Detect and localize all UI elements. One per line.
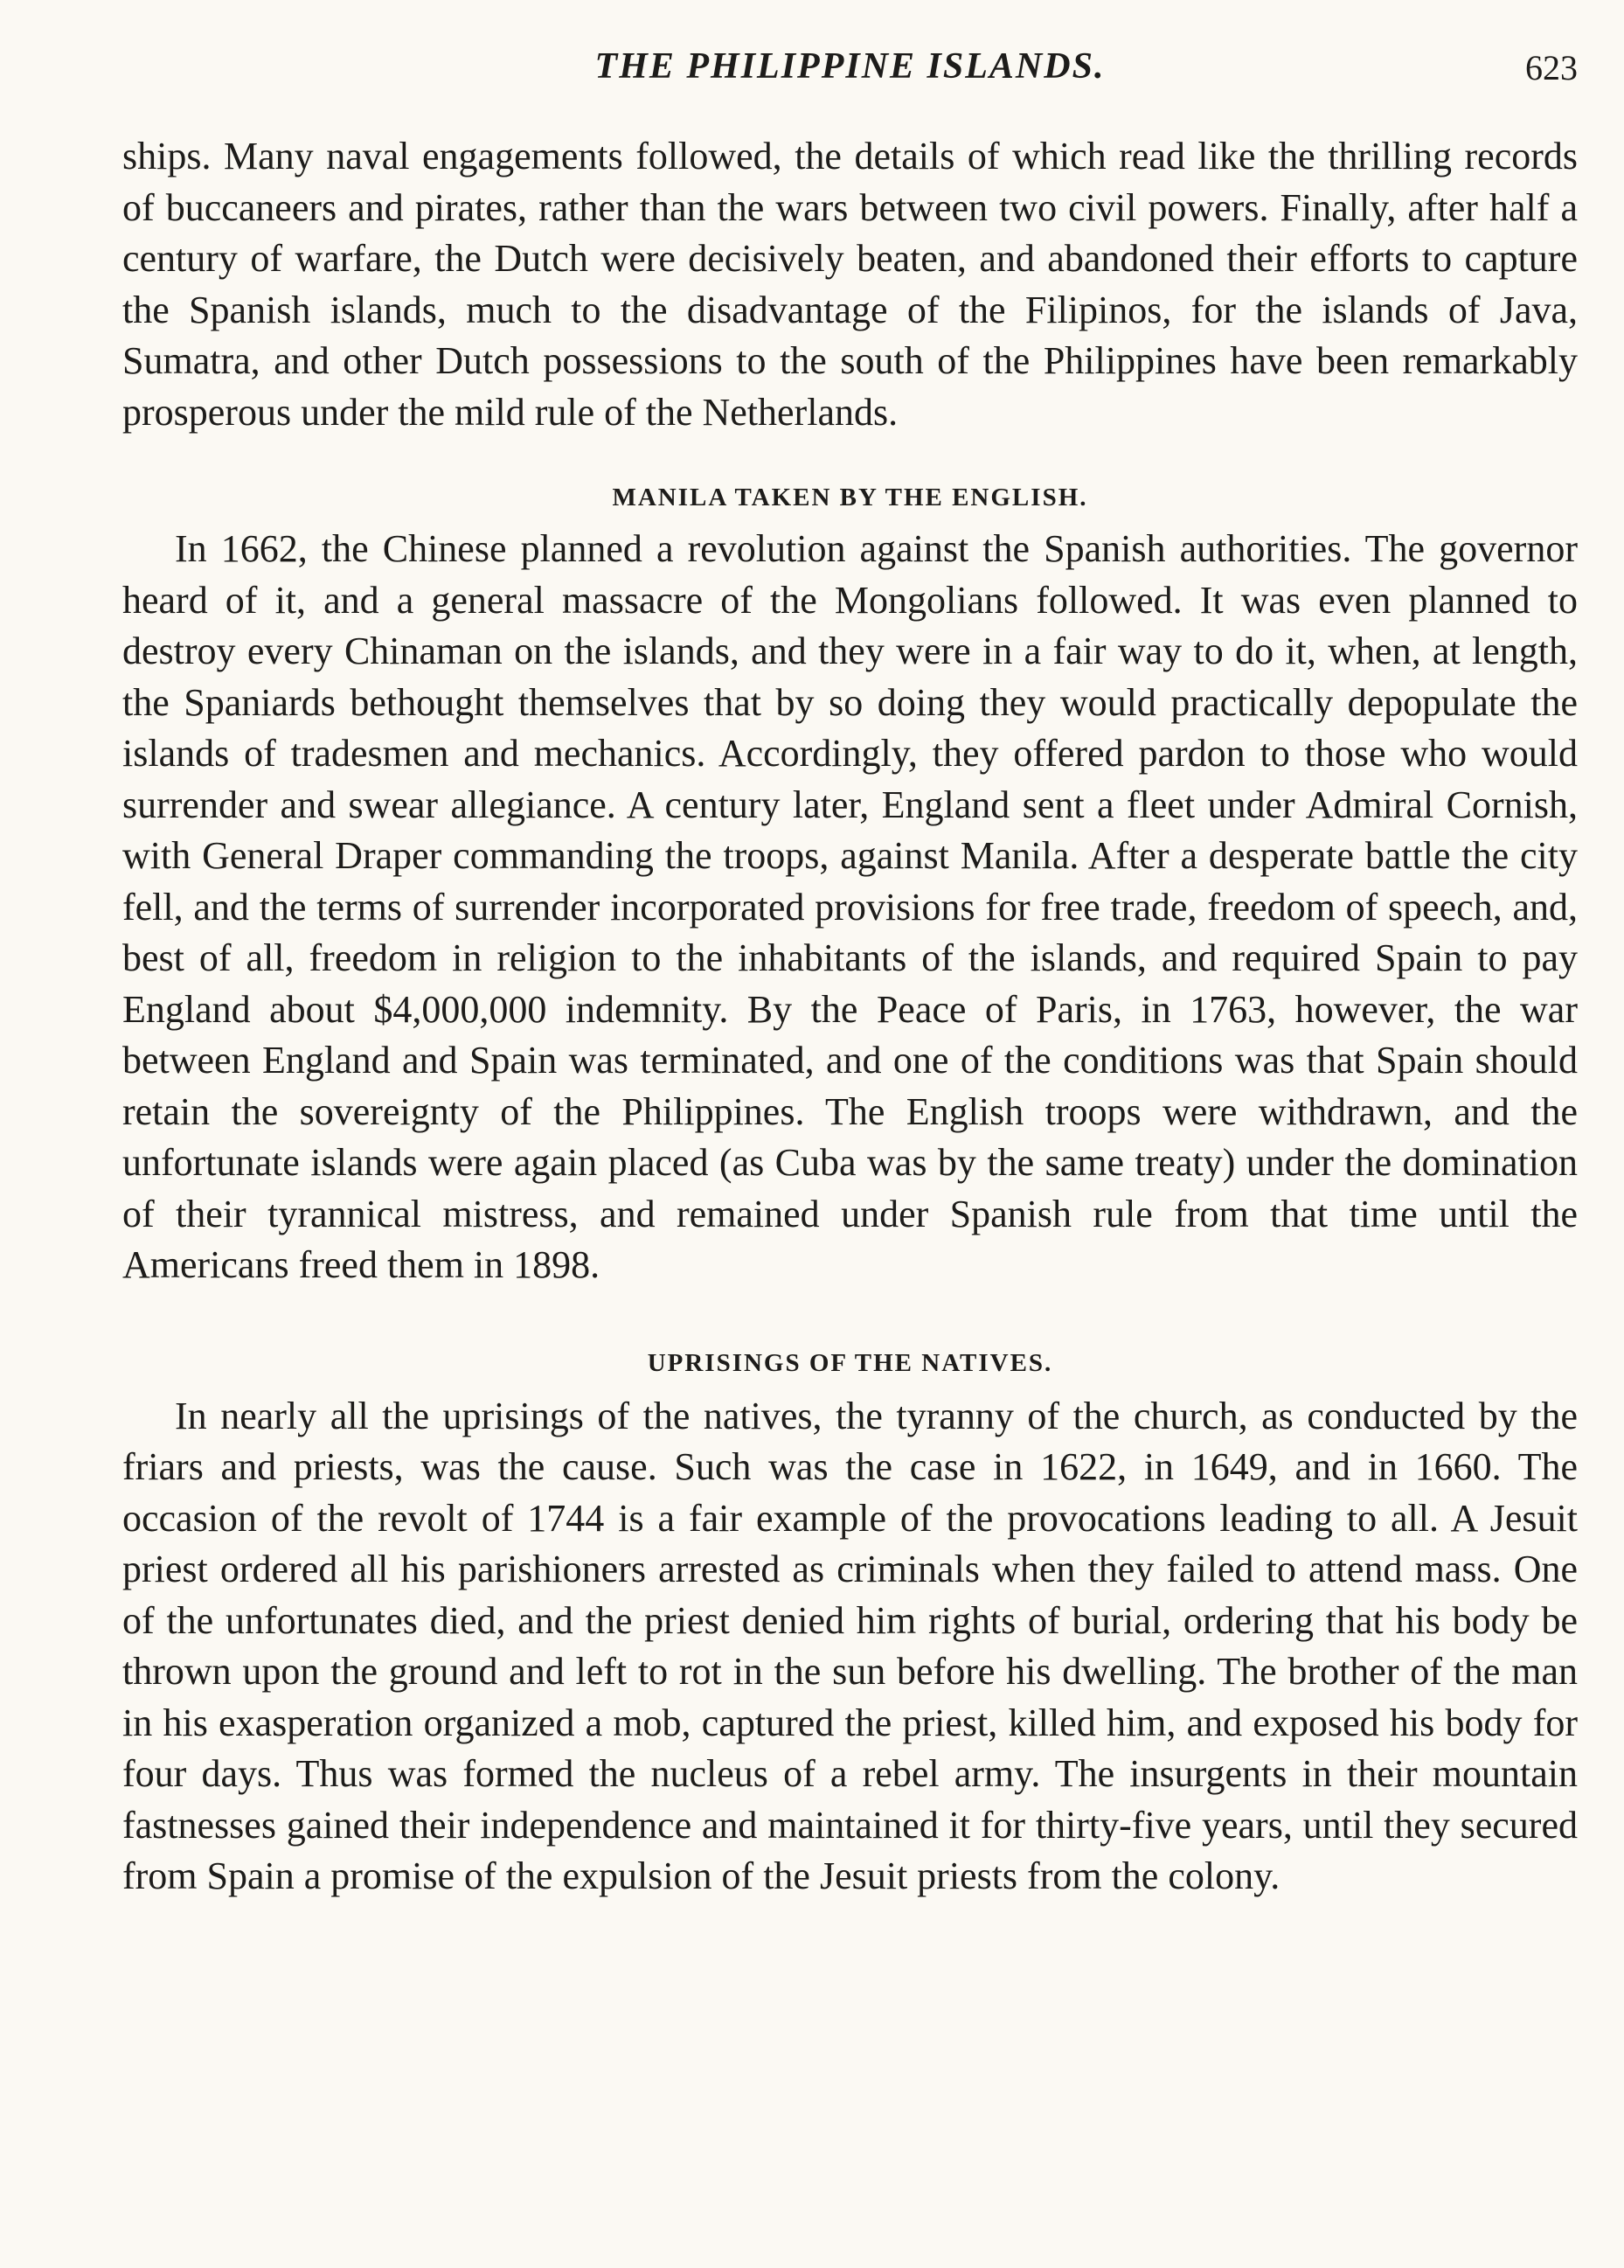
paragraph-uprisings: In nearly all the uprisings of the natives, the tyranny of the church, as conducted by the friars and priests, was the cause. Such was the case in 1622, in 1649, and in 1660. The occasion of the revolt of 1744 is a fair example of the provocations leading to all. A Jesuit priest ordered all his parishioners arrested as criminals when they failed to attend mass. One of the unfortunates died, and the priest denied him rights of burial, ordering that his body be thrown upon the ground and left to rot in the sun before his dwelling. The brother of the man in his exasperation organized a mob, captured the priest, killed him, and exposed his body for four days. Thus was formed the nucleus of a rebel army. The insurgents in their mountain fastnesses gained their independence and maintained it for thirty-five years, until they secured from Spain a promise of the expulsion of the Jesuit priests from the colony.	[122, 1394, 1578, 1897]
book-page	[122, 35, 1578, 1903]
page-number: 623	[1525, 48, 1578, 87]
section-heading-manila: MANILA TAKEN BY THE ENGLISH.	[612, 484, 1088, 511]
paragraph-manila: In 1662, the Chinese planned a revolution against the Spanish authorities. The governor heard of it, and a general massacre of the Mongolians followed. It was even planned to destroy every Chinaman on the islands, and they were in a fair way to do it, when, at length, the Spaniards bethought themselves that by so doing they would practically depopulate the islands of tradesmen and mechanics. Accordingly, they offered pardon to those who would surrender and swear allegiance. A century later, England sent a fleet under Admiral Cornish, with General Draper commanding the troops, against Manila. After a desperate battle the city fell, and the terms of surrender incorporated provisions for free trade, freedom of speech, and, best of all, freedom in religion to the inhabitants of the islands, and required Spain to pay England about $4,000,000 indemnity. By the Peace of Paris, in 1763, however, the war between England and Spain was terminated, and one of the conditions was that Spain should retain the sovereignty of the Philippines. The English troops were withdrawn, and the unfortunate islands were again placed (as Cuba was by the same treaty) under the domination of their tyrannical mistress, and remained under Spanish rule from that time until the Americans freed them in 1898.	[122, 527, 1578, 1286]
opening-paragraph: ships. Many naval engagements followed, the details of which read like the thrilling records of buccaneers and pirates, rather than the wars between two civil powers. Finally, after half a century of warfare, the Dutch were decisively beaten, and abandoned their efforts to capture the Spanish islands, much to the disadvantage of the Filipinos, for the islands of Java, Sumatra, and other Dutch possessions to the south of the Philippines have been remarkably prosperous under the mild rule of the Netherlands.	[122, 135, 1578, 434]
running-title: THE PHILIPPINE ISLANDS.	[594, 46, 1106, 87]
running-head	[122, 35, 1578, 96]
section-heading-uprisings: UPRISINGS OF THE NATIVES.	[647, 1348, 1053, 1377]
